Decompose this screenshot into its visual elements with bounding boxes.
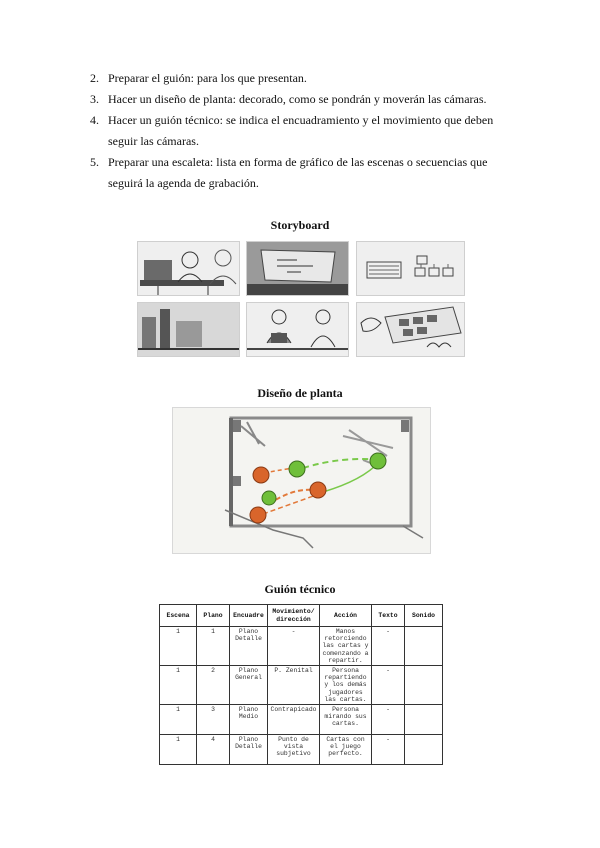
- storyboard-frame: [356, 302, 465, 357]
- numbered-list: [90, 68, 520, 194]
- technical-script-heading: Guión técnico: [264, 582, 336, 596]
- storyboard-sketch-desk: [138, 242, 239, 295]
- storyboard-frame: [356, 241, 465, 296]
- table-cell: [405, 735, 443, 765]
- storyboard-frame: [246, 302, 349, 357]
- table-cell: Persona mirando sus cartas.: [320, 705, 372, 735]
- list-number: 2.: [90, 71, 99, 85]
- column-header: Texto: [372, 605, 405, 627]
- table-cell: -: [372, 627, 405, 666]
- table-cell: Manos retorciendo las cartas y comenzando a repartir.: [320, 627, 372, 666]
- table-cell: Punto de vista subjetivo: [268, 735, 320, 765]
- table-row: [160, 666, 443, 705]
- table-row: [160, 735, 443, 765]
- list-number: 5.: [90, 155, 99, 169]
- column-header: Sonido: [405, 605, 443, 627]
- list-text: Preparar una escaleta: lista en forma de gráfico de las escenas o secuencias que seguirá la agenda de grabación.: [108, 155, 488, 190]
- list-item: [90, 110, 520, 152]
- column-header: Movimiento/ dirección: [268, 605, 320, 627]
- table-cell: 1: [160, 705, 197, 735]
- table-cell: Contrapicado: [268, 705, 320, 735]
- list-number: 3.: [90, 92, 99, 106]
- list-item: [90, 89, 520, 110]
- table-cell: Plano Detalle: [230, 735, 268, 765]
- table-cell: [405, 627, 443, 666]
- table-cell: 3: [197, 705, 230, 735]
- table-cell: Cartas con el juego perfecto.: [320, 735, 372, 765]
- storyboard-sketch-cards: [357, 242, 464, 295]
- table-row: [160, 627, 443, 666]
- table-cell: 1: [160, 735, 197, 765]
- storyboard-sketch-room: [138, 303, 239, 356]
- table-cell: 1: [197, 627, 230, 666]
- list-text: Hacer un diseño de planta: decorado, como se pondrán y moverán las cámaras.: [108, 92, 487, 106]
- storyboard-heading: Storyboard: [270, 218, 330, 232]
- table-cell: 1: [160, 666, 197, 705]
- table-cell: 2: [197, 666, 230, 705]
- table-cell: Plano Medio: [230, 705, 268, 735]
- table-row: [160, 705, 443, 735]
- column-header: Plano: [197, 605, 230, 627]
- table-header-row: [160, 605, 443, 627]
- column-header: Encuadre: [230, 605, 268, 627]
- floor-plan-heading: Diseño de planta: [257, 386, 343, 400]
- table-cell: -: [372, 705, 405, 735]
- storyboard-sketch-hand: [357, 303, 464, 356]
- table-cell: -: [372, 666, 405, 705]
- list-text: Hacer un guión técnico: se indica el encuadramiento y el movimiento que deben seguir las cámaras.: [108, 113, 494, 148]
- table-cell: -: [268, 627, 320, 666]
- storyboard-frame: [246, 241, 349, 296]
- storyboard-sketch-paper: [247, 242, 348, 295]
- floor-plan-drawing: [173, 408, 430, 553]
- column-header: Acción: [320, 605, 372, 627]
- list-number: 4.: [90, 113, 99, 127]
- floor-plan-image: [172, 407, 431, 554]
- list-item: [90, 152, 520, 194]
- list-text: Preparar el guión: para los que presentan.: [108, 71, 307, 85]
- table-cell: [405, 705, 443, 735]
- list-item: [90, 68, 520, 89]
- storyboard-sketch-players: [247, 303, 348, 356]
- column-header: Escena: [160, 605, 197, 627]
- table-cell: Plano Detalle: [230, 627, 268, 666]
- storyboard-frame: [137, 241, 240, 296]
- storyboard-frame: [137, 302, 240, 357]
- table-cell: -: [372, 735, 405, 765]
- table-cell: 1: [160, 627, 197, 666]
- table-cell: Plano General: [230, 666, 268, 705]
- table-cell: Persona repartiendo y los demás jugadores las cartas.: [320, 666, 372, 705]
- table-cell: P. Zenital: [268, 666, 320, 705]
- table-cell: [405, 666, 443, 705]
- table-cell: 4: [197, 735, 230, 765]
- technical-script-table: [159, 604, 443, 765]
